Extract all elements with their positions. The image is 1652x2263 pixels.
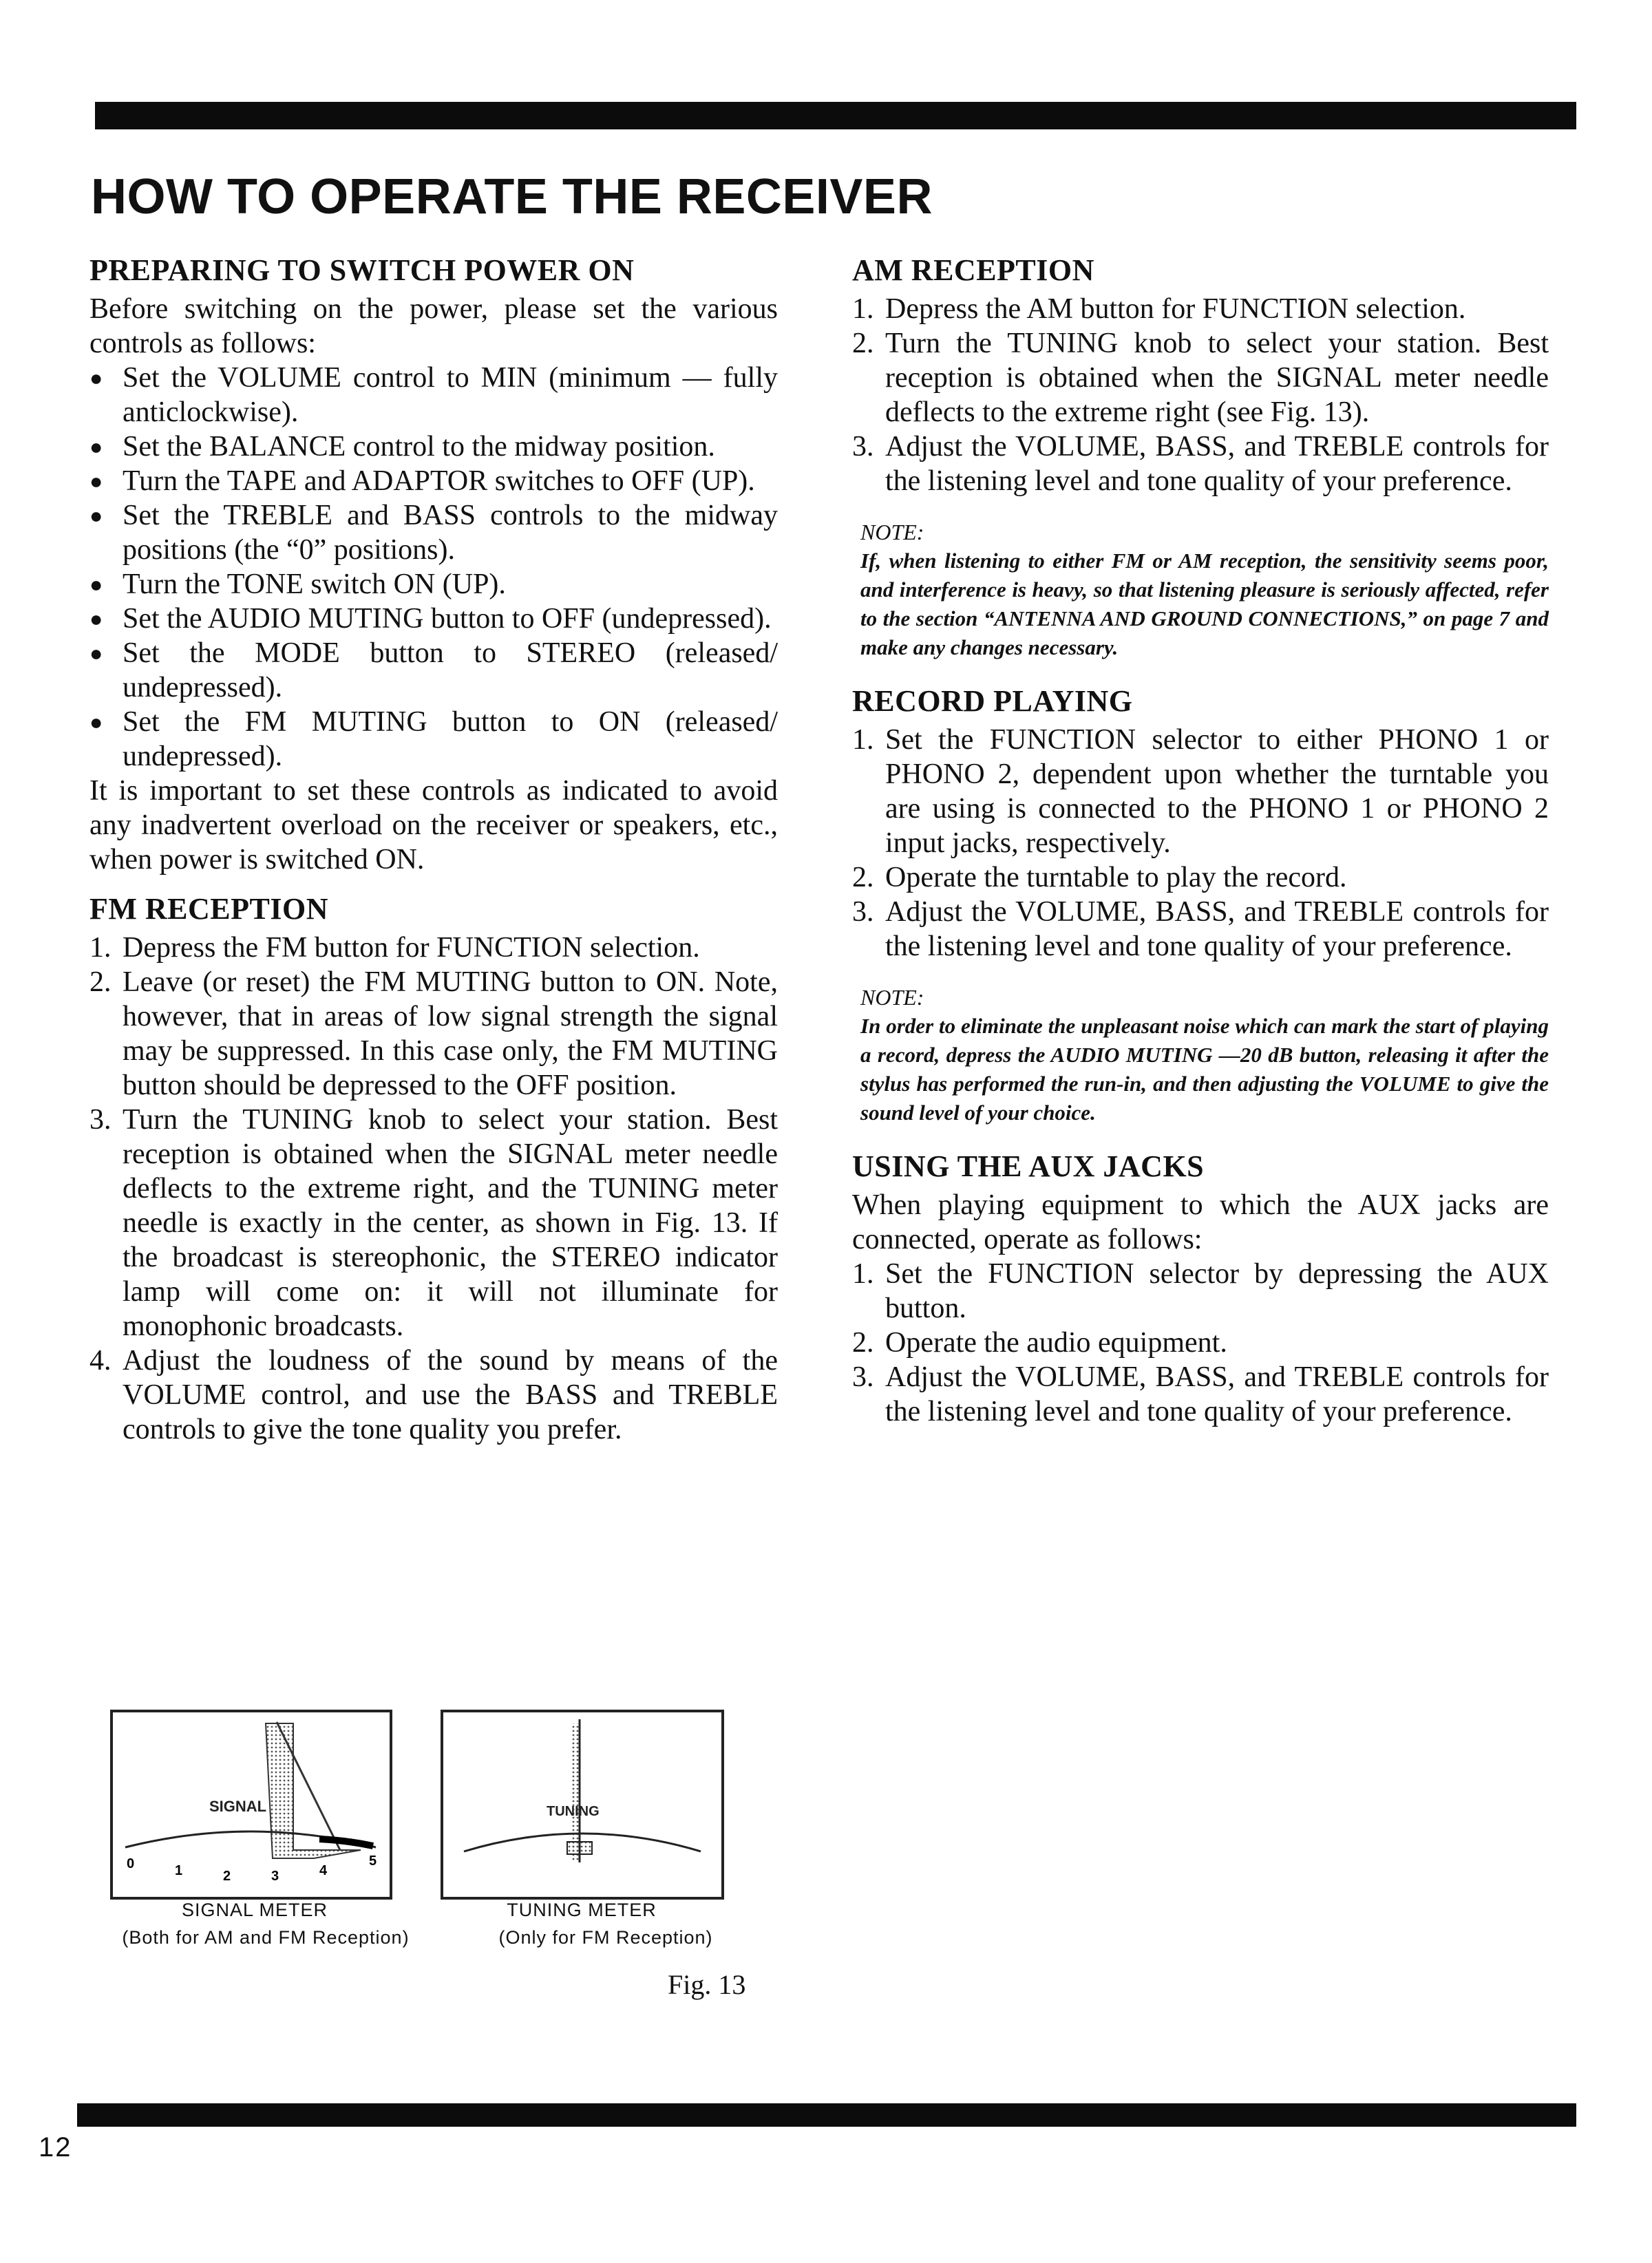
- fm-step: 1. Depress the FM button for FUNCTION selection.: [89, 932, 700, 964]
- bullet-item: ● Set the BALANCE control to the midway position.: [89, 429, 778, 464]
- scale-tick-label: 0: [127, 1856, 135, 1871]
- scale-red-zone: [319, 1839, 373, 1846]
- scale-tick-label: 5: [369, 1853, 377, 1869]
- aux-step: 3. Adjust the VOLUME, BASS, and TREBLE controls for the listening level and tone quality of your preference.: [852, 1361, 1549, 1427]
- am-step: 3. Adjust the VOLUME, BASS, and TREBLE controls for the listening level and tone quality of your preference.: [852, 431, 1549, 497]
- record-note: [860, 983, 1549, 1127]
- tuning-face-label: TUNING: [547, 1804, 600, 1819]
- am-step: 1. Depress the AM button for FUNCTION selection.: [852, 293, 1466, 325]
- signal-meter-illustration: [110, 1710, 392, 1900]
- bullet-item: ● Set the TREBLE and BASS controls to the midway positions (the “0” positions).: [89, 498, 778, 567]
- note-text: If, when listening to either FM or AM reception, the sensitivity seems poor, and interference is heavy, so that listening pleasure is seriously affected, refer to the section “ANTENNA AND GROUND CONNECTIONS,” on page 7 and make any changes necessary.: [860, 549, 1549, 659]
- fm-step: 3. Turn the TUNING knob to select your station. Best reception is obtained when the SIGNAL meter needle deflects to the extreme right, and the TUNING meter needle is exactly in the center, as shown in Fig. 13. If the broadcast is stereophonic, the STEREO indicator lamp will come on: it will not illuminate for monophonic broadcasts.: [89, 1104, 778, 1342]
- needle-shadow: [571, 1723, 580, 1861]
- bullet-item: ● Set the FM MUTING button to ON (released/ undepressed).: [89, 705, 778, 774]
- fm-step: 2. Leave (or reset) the FM MUTING button to ON. Note, however, that in areas of low signal strength the signal may be suppressed. In this case only, the FM MUTING button should be depressed to the OFF position.: [89, 966, 778, 1101]
- page-number: 12: [39, 2132, 72, 2163]
- tuning-meter-svg: [443, 1712, 721, 1897]
- note-label: NOTE:: [860, 985, 924, 1010]
- right-column: [852, 253, 1549, 1429]
- scale-tick-label: 4: [319, 1863, 328, 1878]
- preparing-bullet-list: [89, 361, 778, 774]
- record-step: 2. Operate the turntable to play the record.: [852, 862, 1347, 893]
- bullet-item: ● Turn the TAPE and ADAPTOR switches to OFF (UP).: [89, 464, 778, 498]
- bottom-rule: [77, 2103, 1576, 2127]
- aux-heading: USING THE AUX JACKS: [852, 1149, 1205, 1183]
- am-step-list: [852, 292, 1549, 498]
- left-column: [89, 253, 778, 1447]
- preparing-closing: It is important to set these controls as indicated to avoid any inadvertent overload on the receiver or speakers, etc., when power is switched ON.: [89, 775, 778, 875]
- preparing-intro: Before switching on the power, please set the various controls as follows:: [89, 293, 778, 359]
- aux-step-list: [852, 1257, 1549, 1429]
- signal-meter-caption: SIGNAL METER: [181, 1900, 328, 1920]
- am-note: [860, 518, 1549, 662]
- bullet-item: ● Set the AUDIO MUTING button to OFF (undepressed).: [89, 602, 778, 636]
- top-rule: [95, 102, 1576, 129]
- page-title: HOW TO OPERATE THE RECEIVER: [91, 169, 933, 224]
- record-heading: RECORD PLAYING: [852, 684, 1133, 718]
- note-text: In order to eliminate the unpleasant noise which can mark the start of playing a record, depress the AUDIO MUTING —20 dB button, releasing it after the stylus has performed the run-in, and then adjusting the VOLUME to give the sound level of your choice.: [860, 1014, 1549, 1125]
- tuning-meter-illustration: [441, 1710, 724, 1900]
- bullet-item: ● Set the VOLUME control to MIN (minimum — fully anticlockwise).: [89, 361, 778, 429]
- aux-step: 2. Operate the audio equipment.: [852, 1327, 1227, 1359]
- scale-tick-label: 2: [223, 1869, 231, 1884]
- tuning-meter-subcaption: (Only for FM Reception): [498, 1927, 713, 1948]
- record-step-list: [852, 723, 1549, 964]
- scale-tick-label: 1: [175, 1863, 183, 1878]
- aux-intro: When playing equipment to which the AUX jacks are connected, operate as follows:: [852, 1189, 1549, 1255]
- fm-step-list: [89, 931, 778, 1447]
- figure-label: Fig. 13: [668, 1969, 746, 2000]
- bullet-item: ● Turn the TONE switch ON (UP).: [89, 567, 778, 602]
- note-label: NOTE:: [860, 520, 924, 544]
- center-mark: [567, 1842, 592, 1854]
- record-step: 1. Set the FUNCTION selector to either PHONO 1 or PHONO 2, dependent upon whether the turntable you are using is connected to the PHONO 1 or PHONO 2 input jacks, respectively.: [852, 724, 1549, 859]
- am-step: 2. Turn the TUNING knob to select your station. Best reception is obtained when the SIGNAL meter needle deflects to the extreme right (see Fig. 13).: [852, 328, 1549, 428]
- bullet-item: ● Set the MODE button to STEREO (released/ undepressed).: [89, 636, 778, 705]
- tuning-meter-caption: TUNING METER: [507, 1900, 657, 1920]
- signal-face-label: SIGNAL: [209, 1798, 267, 1815]
- signal-meter-subcaption: (Both for AM and FM Reception): [122, 1927, 410, 1948]
- scale-tick-label: 3: [271, 1869, 279, 1884]
- fm-heading: FM RECEPTION: [89, 892, 328, 926]
- fm-step: 4. Adjust the loudness of the sound by means of the VOLUME control, and use the BASS and TREBLE controls to give the tone quality you prefer.: [89, 1345, 778, 1445]
- preparing-heading: PREPARING TO SWITCH POWER ON: [89, 253, 635, 287]
- signal-meter-svg: [113, 1712, 390, 1897]
- record-step: 3. Adjust the VOLUME, BASS, and TREBLE controls for the listening level and tone quality of your preference.: [852, 896, 1549, 962]
- am-heading: AM RECEPTION: [852, 253, 1094, 287]
- aux-step: 1. Set the FUNCTION selector by depressing the AUX button.: [852, 1258, 1549, 1324]
